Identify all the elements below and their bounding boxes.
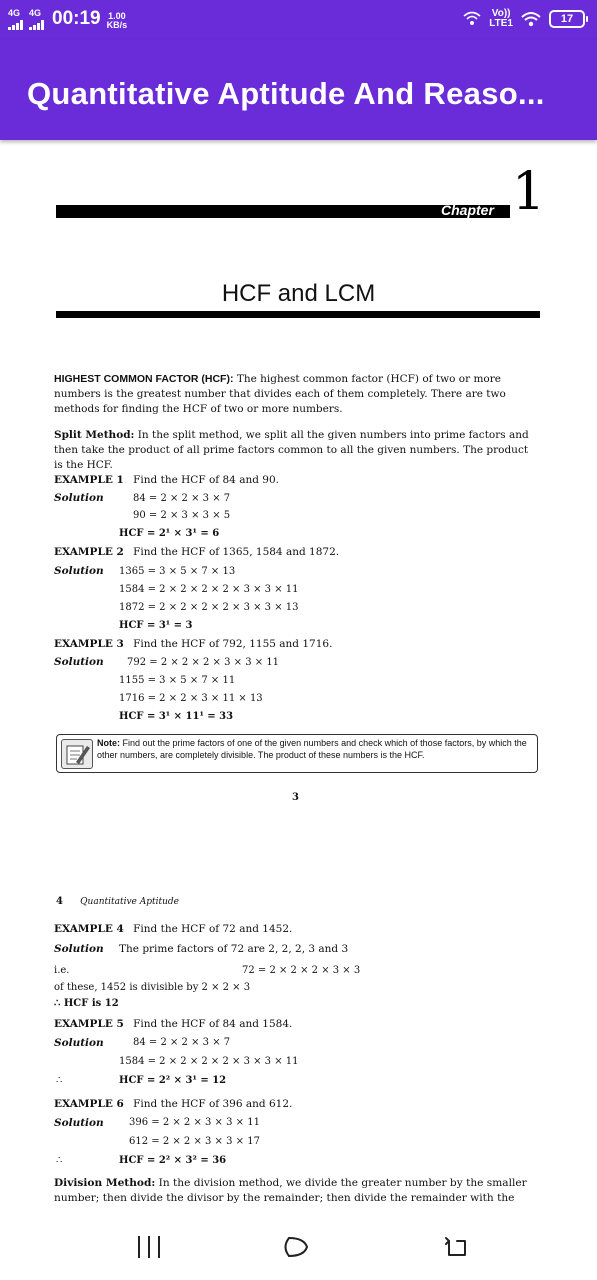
split-heading: Split Method: <box>54 429 135 441</box>
wifi-calling-icon <box>463 11 481 27</box>
example-question: Find the HCF of 84 and 90. <box>133 474 279 486</box>
back-icon[interactable] <box>443 1235 469 1259</box>
example-2-heading <box>54 546 339 558</box>
hcf-heading: HIGHEST COMMON FACTOR (HCF): <box>54 373 234 385</box>
example-question: Find the HCF of 396 and 612. <box>133 1098 293 1110</box>
solution-label: Solution <box>54 656 104 668</box>
example-label: EXAMPLE 1 <box>54 474 124 486</box>
solution-line: 1584 = 2 × 2 × 2 × 2 × 3 × 3 × 11 <box>119 584 299 595</box>
status-bar <box>0 0 597 40</box>
note-text: Find out the prime factors of one of the given numbers and check which of those factors, by which the other numbers, are completely divisible. The product of these numbers is the HCF. <box>97 738 527 760</box>
solution-line: of these, 1452 is divisible by 2 × 2 × 3 <box>54 982 251 993</box>
signal-2 <box>29 9 44 30</box>
home-icon[interactable] <box>280 1235 310 1259</box>
solution-line: 72 = 2 × 2 × 2 × 3 × 3 <box>242 965 361 976</box>
solution-line: 1716 = 2 × 2 × 3 × 11 × 13 <box>119 693 263 704</box>
note-box <box>56 734 538 773</box>
example-question: Find the HCF of 84 and 1584. <box>133 1018 293 1030</box>
network-type-2: 4G <box>29 8 42 18</box>
signal-1 <box>8 9 23 30</box>
split-text: In the split method, we split all the given numbers into prime factors and then take the product of all prime factors common to all the given numbers. The product is the HCF. <box>54 429 529 471</box>
app-bar <box>0 40 597 140</box>
solution-line: 1872 = 2 × 2 × 2 × 2 × 3 × 3 × 13 <box>119 602 299 613</box>
solution-line: 84 = 2 × 2 × 3 × 7 <box>133 1037 231 1048</box>
hcf-text: The highest common factor (HCF) of two or more numbers is the greatest number that divides each of them completely. There are two methods for finding the HCF of two or more numbers. <box>54 373 506 415</box>
network-type-1: 4G <box>8 8 21 18</box>
speed-value: 1.00 <box>108 11 126 21</box>
solution-label: Solution <box>54 943 104 955</box>
example-label: EXAMPLE 3 <box>54 638 124 650</box>
solution-label: Solution <box>54 1117 104 1129</box>
app-bar-title: Quantitative Aptitude And Reaso... <box>27 76 545 111</box>
division-method <box>54 1176 540 1206</box>
speed-unit: KB/s <box>106 20 128 30</box>
note-pencil-icon <box>61 739 93 769</box>
therefore-symbol: ∴ <box>56 1075 63 1086</box>
signal-bars-icon <box>8 20 23 30</box>
solution-line: 396 = 2 × 2 × 3 × 3 × 11 <box>129 1117 260 1128</box>
volte-bottom: LTE1 <box>489 18 513 29</box>
signal-bars-icon <box>29 20 44 30</box>
volte-top: Vo)) <box>491 8 511 19</box>
solution-label: Solution <box>54 492 104 504</box>
clock: 00:19 <box>52 8 101 29</box>
example-5-heading <box>54 1018 292 1030</box>
division-heading: Division Method: <box>54 1177 156 1189</box>
title-rule <box>56 311 540 318</box>
status-right <box>463 9 585 29</box>
example-label: EXAMPLE 5 <box>54 1018 124 1030</box>
solution-line: 1584 = 2 × 2 × 2 × 2 × 3 × 3 × 11 <box>119 1056 299 1067</box>
example-question: Find the HCF of 72 and 1452. <box>133 923 293 935</box>
solution-result: HCF = 3¹ × 11¹ = 33 <box>119 711 234 722</box>
ie-label: i.e. <box>54 965 70 976</box>
example-label: EXAMPLE 6 <box>54 1098 124 1110</box>
network-speed <box>107 12 128 30</box>
solution-line: 84 = 2 × 2 × 3 × 7 <box>133 493 231 504</box>
solution-line: 792 = 2 × 2 × 2 × 3 × 3 × 11 <box>127 657 280 668</box>
navigation-bar <box>0 1220 597 1280</box>
solution-result: HCF = 2² × 3¹ = 12 <box>119 1075 227 1086</box>
note-label: Note: <box>97 738 120 748</box>
example-label: EXAMPLE 2 <box>54 546 124 558</box>
solution-label: Solution <box>54 1037 104 1049</box>
example-3-heading <box>54 638 332 650</box>
page-number: 3 <box>292 792 299 803</box>
solution-result: HCF = 2¹ × 3¹ = 6 <box>119 528 220 539</box>
division-text: In the division method, we divide the greater number by the smaller number; then divide the divisor by the remainder; then divide the remainder with the <box>54 1177 527 1204</box>
solution-result: HCF = 3¹ = 3 <box>119 620 193 631</box>
recent-apps-icon[interactable] <box>138 1236 160 1258</box>
split-method <box>54 428 540 473</box>
solution-result: ∴ HCF is 12 <box>54 998 119 1009</box>
document-view[interactable] <box>0 142 597 1220</box>
solution-line: 612 = 2 × 2 × 3 × 3 × 17 <box>129 1136 260 1147</box>
example-question: Find the HCF of 792, 1155 and 1716. <box>133 638 333 650</box>
battery-indicator: 17 <box>549 10 585 28</box>
example-6-heading <box>54 1098 292 1110</box>
volte-indicator <box>489 9 513 29</box>
chapter-label: Chapter <box>441 202 494 218</box>
wifi-icon <box>521 11 541 27</box>
chapter-number: 1 <box>512 162 546 222</box>
status-left <box>8 8 127 30</box>
solution-line: 1365 = 3 × 5 × 7 × 13 <box>119 566 236 577</box>
solution-result: HCF = 2² × 3² = 36 <box>119 1155 227 1166</box>
example-question: Find the HCF of 1365, 1584 and 1872. <box>133 546 340 558</box>
example-4-heading <box>54 923 292 935</box>
solution-label: Solution <box>54 565 104 577</box>
running-head <box>56 896 179 907</box>
example-1-heading <box>54 474 279 486</box>
hcf-definition <box>54 372 540 417</box>
therefore-symbol: ∴ <box>56 1155 63 1166</box>
chapter-title: HCF and LCM <box>221 280 376 307</box>
running-head-title: Quantitative Aptitude <box>80 897 179 907</box>
note-content <box>97 737 533 761</box>
next-page-number: 4 <box>56 896 63 907</box>
solution-text: The prime factors of 72 are 2, 2, 2, 3 and 3 <box>119 943 349 955</box>
example-label: EXAMPLE 4 <box>54 923 124 935</box>
solution-line: 90 = 2 × 3 × 3 × 5 <box>133 510 231 521</box>
solution-line: 1155 = 3 × 5 × 7 × 11 <box>119 675 236 686</box>
